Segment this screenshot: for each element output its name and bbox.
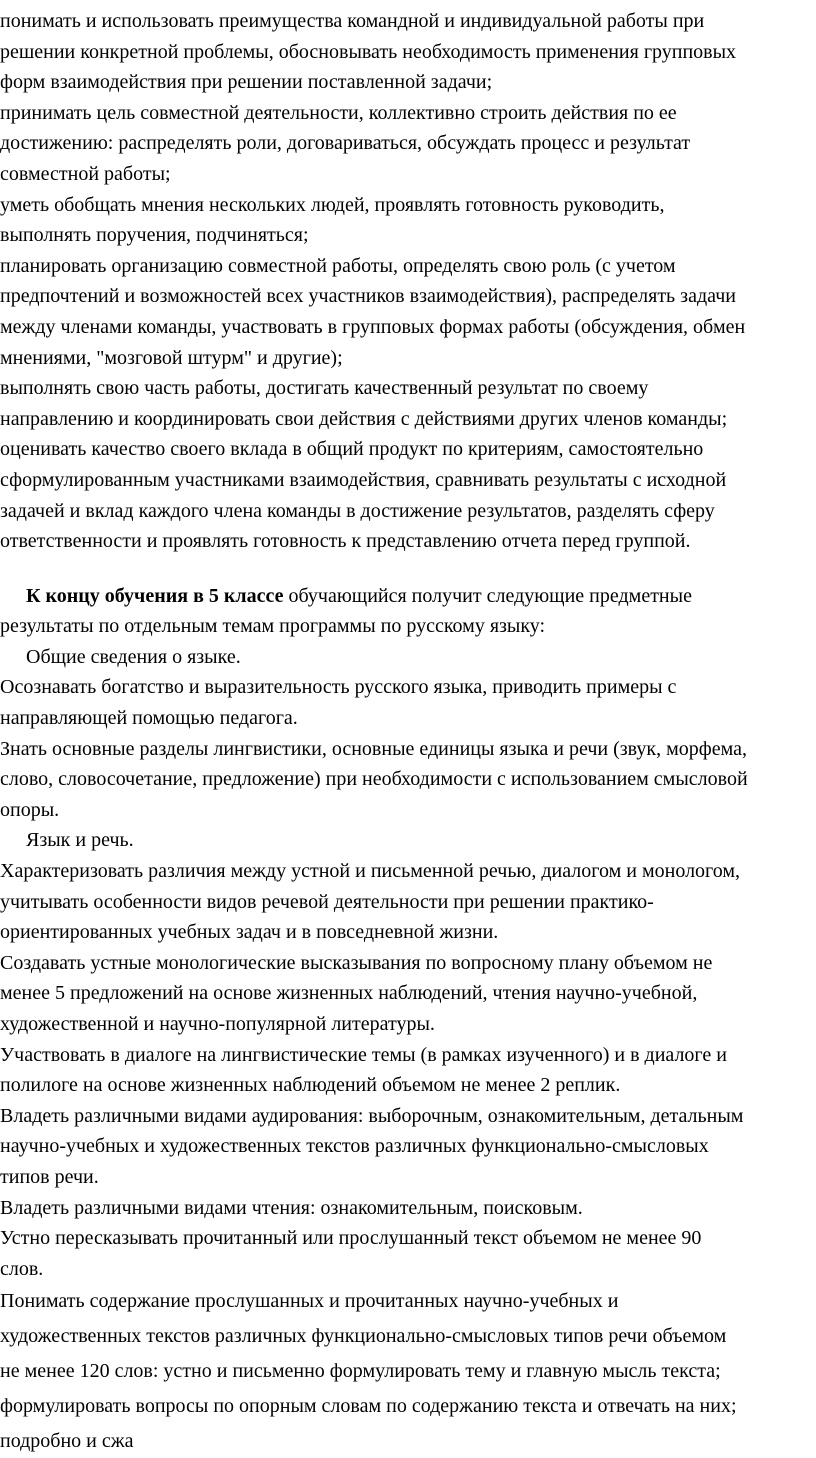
text-line: полилоге на основе жизненных наблюдений объемом не менее 2 реплик.: [0, 1074, 621, 1097]
text-line: направляющей помощью педагога.: [0, 707, 298, 730]
text-line: достижению: распределять роли, договариваться, обсуждать процесс и результат: [0, 132, 691, 155]
text-line: учитывать особенности видов речевой деятельности при решении практико-: [0, 890, 654, 913]
text-line: предпочтений и возможностей всех участников взаимодействия), распределять задачи: [0, 285, 736, 308]
text-line: ориентированных учебных задач и в повседневной жизни.: [0, 921, 499, 944]
text-line: направлению и координировать свои действия с действиями других членов команды;: [0, 407, 728, 430]
text-line: оценивать качество своего вклада в общий продукт по критериям, самостоятельно: [0, 438, 704, 461]
paragraph: [0, 1223, 748, 1284]
paragraph: [0, 373, 748, 434]
text-line: решении конкретной проблемы, обосновывать необходимость применения групповых: [0, 40, 737, 63]
text-line: Общие сведения о языке.: [26, 645, 241, 668]
bold-lead: К концу обучения в 5 классе: [26, 584, 284, 607]
paragraph: [0, 581, 748, 642]
section-heading: [0, 642, 748, 673]
text-line: результаты по отдельным темам программы по русскому языку:: [0, 615, 546, 638]
text-line: сформулированным участниками взаимодействия, сравнивать результаты с исходной: [0, 468, 727, 491]
section-heading: [0, 825, 748, 856]
text-line: Владеть различными видами аудирования: выборочным, ознакомительным, детальным: [0, 1104, 744, 1127]
text-line: принимать цель совместной деятельности, коллективно строить действия по ее: [0, 101, 677, 124]
text-line: формулировать вопросы по опорным словам по содержанию текста и отвечать на них;: [0, 1394, 737, 1417]
text-line: слово, словосочетание, предложение) при необходимости с использованием смысловой: [0, 768, 748, 791]
text-line: Характеризовать различия между устной и письменной речью, диалогом и монологом,: [0, 860, 741, 883]
text-line: Язык и речь.: [26, 829, 134, 852]
blank-line: [0, 557, 748, 581]
text-line: Участвовать в диалоге на лингвистические темы (в рамках изученного) и в диалоге и: [0, 1043, 727, 1066]
text-line: уметь обобщать мнения нескольких людей, проявлять готовность руководить,: [0, 193, 665, 216]
text-line: Устно пересказывать прочитанный или прослушанный текст объемом не менее 90: [0, 1227, 702, 1250]
paragraph: [0, 1101, 748, 1193]
document-page: [0, 6, 748, 1458]
text-line: подробно и сжа: [0, 1429, 134, 1452]
paragraph: [0, 6, 748, 98]
text-line: менее 5 предложений на основе жизненных наблюдений, чтения научно-учебной,: [0, 982, 698, 1005]
text-line: Понимать содержание прослушанных и прочитанных научно-учебных и: [0, 1290, 619, 1313]
text-line: между членами команды, участвовать в групповых формах работы (обсуждения, обмен: [0, 315, 746, 338]
paragraph: [0, 434, 748, 556]
text-line: научно-учебных и художественных текстов различных функционально-смысловых: [0, 1135, 709, 1158]
text-line: выполнять свою часть работы, достигать качественный результат по своему: [0, 377, 649, 400]
text-line: совместной работы;: [0, 162, 171, 185]
paragraph: [0, 190, 748, 251]
paragraph: [0, 734, 748, 826]
text-line: К концу обучения в 5 классе обучающийся получит следующие предметные: [26, 584, 692, 607]
text-line: задачей и вклад каждого члена команды в достижение результатов, разделять сферу: [0, 499, 715, 522]
text-line: не менее 120 слов: устно и письменно формулировать тему и главную мысль текста;: [0, 1359, 721, 1382]
paragraph: [0, 856, 748, 948]
text-line: слов.: [0, 1257, 44, 1280]
text-line: типов речи.: [0, 1165, 99, 1188]
text-line: Владеть различными видами чтения: ознакомительным, поисковым.: [0, 1196, 583, 1219]
text-line: ответственности и проявлять готовность к представлению отчета перед группой.: [0, 530, 691, 553]
text-line: понимать и использовать преимущества командной и индивидуальной работы при: [0, 10, 705, 32]
paragraph: [0, 98, 748, 190]
text-line: художественной и научно-популярной литературы.: [0, 1013, 435, 1035]
paragraph: [0, 1193, 748, 1224]
paragraph: [0, 1284, 748, 1458]
text-line: форм взаимодействия при решении поставленной задачи;: [0, 71, 493, 94]
paragraph: [0, 672, 748, 733]
text-line: художественных текстов различных функционально-смысловых типов речи объемом: [0, 1325, 727, 1348]
text-line: Осознавать богатство и выразительность русского языка, приводить примеры с: [0, 676, 677, 699]
paragraph: [0, 948, 748, 1040]
text-line: выполнять поручения, подчиняться;: [0, 224, 309, 247]
text-line: мнениями, "мозговой штурм" и другие);: [0, 346, 343, 369]
paragraph: [0, 251, 748, 373]
text-line: опоры.: [0, 798, 60, 821]
paragraph: [0, 1040, 748, 1101]
text-line: планировать организацию совместной работы, определять свою роль (с учетом: [0, 254, 676, 277]
text-line: Знать основные разделы лингвистики, основные единицы языка и речи (звук, морфема,: [0, 737, 748, 760]
text-line: Создавать устные монологические высказывания по вопросному плану объемом не: [0, 951, 713, 974]
